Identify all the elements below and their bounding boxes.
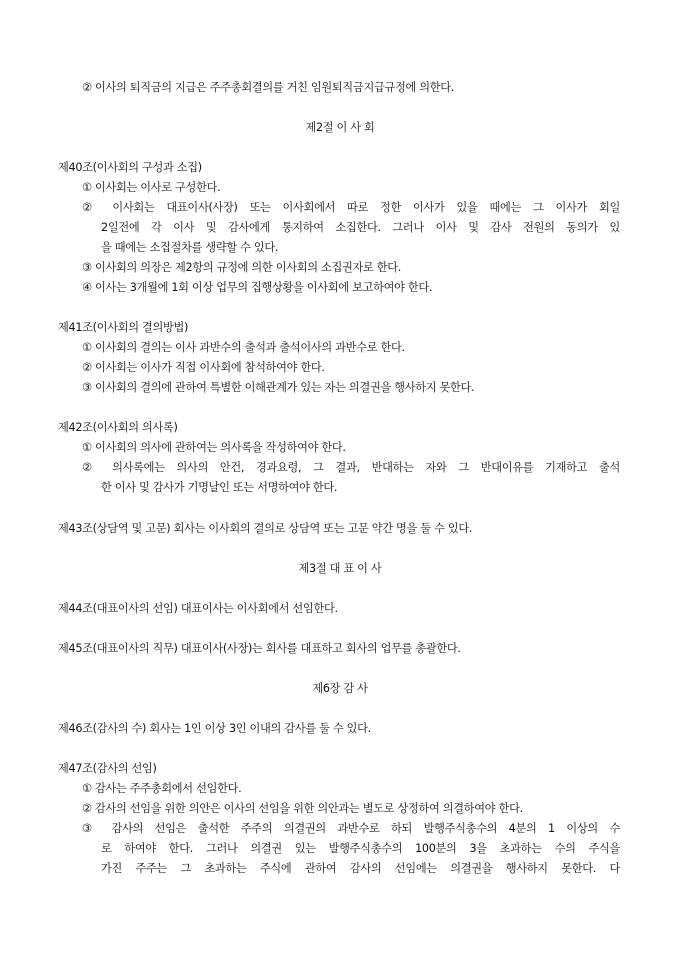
article: 제46조(감사의 수) 회사는 1인 이상 3인 이내의 감사를 둘 수 있다.: [58, 722, 371, 735]
article-item: ① 이사회의 결의는 이사 과반수의 출석과 출석이사의 과반수로 한다.: [82, 341, 405, 354]
article-item-continuation: 2일전에 각 이사 및 감사에게 통지하여 소집한다. 그러나 이사 및 감사 전원의 동의가 있: [101, 221, 620, 234]
section-title: 제2절 이 사 회: [305, 121, 375, 134]
article-item: ③ 감사의 선임은 출석한 주주의 의결권의 과반수로 하되 발행주식총수의 4분의 1 이상의 수: [82, 822, 620, 835]
article-item: ② 감사의 선임을 위한 의안은 이사의 선임을 위한 의안과는 별도로 상정하여 의결하여야 한다.: [82, 802, 523, 815]
article-heading: 제47조(감사의 선임): [58, 762, 157, 775]
chapter-title: 제6장 감 사: [312, 682, 368, 695]
article: 제45조(대표이사의 직무) 대표이사(사장)는 회사를 대표하고 회사의 업무를 총괄한다.: [58, 642, 461, 655]
article-item: ② 이사의 퇴직금의 지급은 주주총회결의를 거친 임원퇴직금지급규정에 의한다.: [82, 81, 455, 94]
article-item: ② 이사회는 대표이사(사장) 또는 이사회에서 따로 정한 이사가 있을 때에는 그 이사가 회일: [82, 201, 620, 214]
article-item: ④ 이사는 3개월에 1회 이상 업무의 집행상황을 이사회에 보고하여야 한다.: [82, 281, 433, 294]
article: 제43조(상담역 및 고문) 회사는 이사회의 결의로 상담역 또는 고문 약간 명을 둘 수 있다.: [58, 522, 473, 535]
article-item: ① 이사회의 의사에 관하여는 의사록을 작성하여야 한다.: [82, 441, 346, 454]
article-item-continuation: 을 때에는 소집절차를 생략할 수 있다.: [101, 241, 279, 254]
article-item: ③ 이사회의 의장은 제2항의 규정에 의한 이사회의 소집권자로 한다.: [82, 261, 402, 274]
article-item: ② 이사회는 이사가 직접 이사회에 참석하여야 한다.: [82, 361, 325, 374]
section-title: 제3절 대 표 이 사: [298, 562, 382, 575]
article-item-continuation: 가진 주주는 그 초과하는 주식에 관하여 감사의 선임에는 의결권을 행사하지 못한다. 다: [101, 862, 620, 875]
article-item: ① 이사회는 이사로 구성한다.: [82, 181, 221, 194]
article: 제44조(대표이사의 선임) 대표이사는 이사회에서 선임한다.: [58, 602, 338, 615]
article-item: ② 의사록에는 의사의 안건, 경과요령, 그 결과, 반대하는 자와 그 반대이유를 기재하고 출석: [82, 461, 620, 474]
article-heading: 제40조(이사회의 구성과 소집): [58, 161, 202, 174]
article-item-continuation: 로 하여야 한다. 그러나 의결권 있는 발행주식총수의 100분의 3을 초과하는 수의 주식을: [101, 842, 620, 855]
article-item: ① 감사는 주주총회에서 선임한다.: [82, 782, 242, 795]
article-heading: 제42조(이사회의 의사록): [58, 421, 178, 434]
article-heading: 제41조(이사회의 결의방법): [58, 321, 189, 334]
article-item-continuation: 한 이사 및 감사가 기명날인 또는 서명하여야 한다.: [101, 481, 338, 494]
article-item: ③ 이사회의 결의에 관하여 특별한 이해관계가 있는 자는 의결권을 행사하지 못한다.: [82, 381, 475, 394]
